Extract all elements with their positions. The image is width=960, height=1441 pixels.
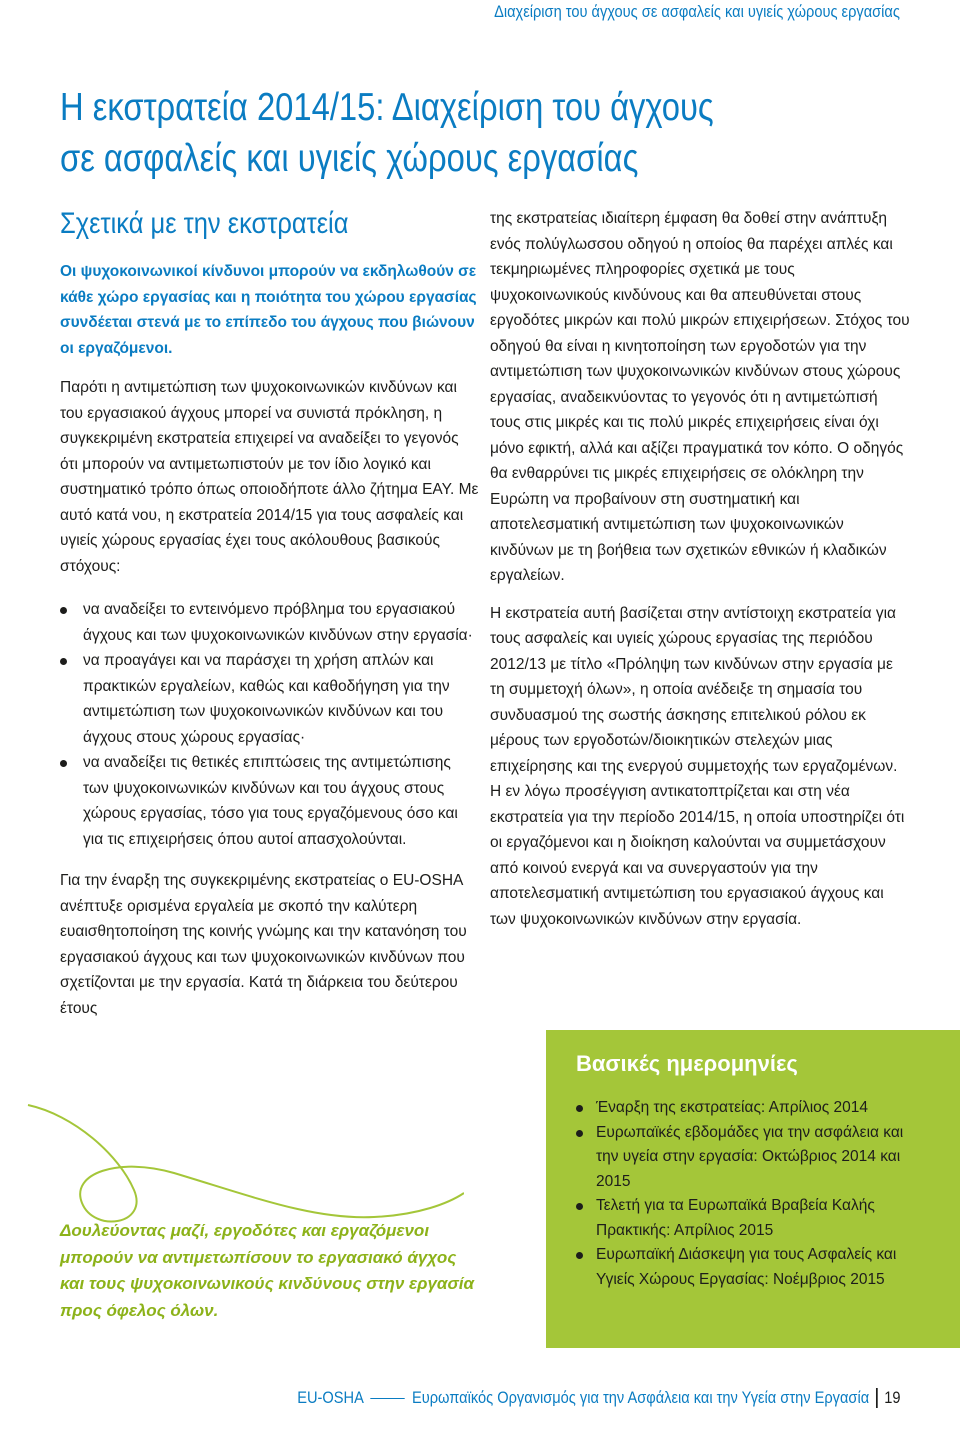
section-heading: Σχετικά με την εκστρατεία xyxy=(60,207,349,240)
goal-item xyxy=(60,750,480,852)
bullet-icon xyxy=(60,658,67,665)
page-number: 19 xyxy=(883,1388,900,1407)
goal-text: να αναδείξει το εντεινόμενο πρόβλημα του εργασιακού άγχους και των ψυχοκοινωνικών κινδύνων στην εργασία· xyxy=(83,601,473,644)
goal-item xyxy=(60,648,480,750)
body-paragraph-1: Παρότι η αντιμετώπιση των ψυχοκοινωνικών κινδύνων και του εργασιακού άγχους μπορεί να συνιστά πρόκληση, η συγκεκριμένη εκστρατεία επιχειρεί να αναδείξει το γεγονός ότι μπορούν να αντιμετωπιστούν με τον ίδιο λογικό και συστηματικό τρόπο όπως οποιοδήποτε άλλο ζήτημα ΕΑΥ. Με αυτό κατά νου, η εκστρατεία 2014/15 για τους ασφαλείς και υγιείς χώρους εργασίας έχει τους ακόλουθους βασικούς στόχους: xyxy=(60,379,479,575)
key-date-item xyxy=(576,1121,930,1195)
goal-text: να αναδείξει τις θετικές επιπτώσεις της αντιμετώπισης των ψυχοκοινωνικών κινδύνων και του άγχους στους χώρους εργασίας, τόσο για τους εργαζόμενους όσο και για τις επιχειρήσεις όπου αυτοί απασχολούνται. xyxy=(83,754,458,848)
page-footer xyxy=(297,1388,900,1408)
body-paragraph-2: Για την έναρξη της συγκεκριμένης εκστρατείας ο EU-OSHA ανέπτυξε ορισμένα εργαλεία με σκοπό την καλύτερη ευαισθητοποίηση της κοινής γνώμης και την κατανόηση του εργασιακού άγχους και των ψυχοκοινωνικών κινδύνων που σχετίζονται με την εργασία. Κατά τη διάρκεια του δεύτερου έτους xyxy=(60,872,467,1017)
lead-paragraph: Οι ψυχοκοινωνικοί κίνδυνοι μπορούν να εκδηλωθούν σε κάθε χώρο εργασίας και η ποιότητα του χώρου εργασίας συνδέεται στενά με το επίπεδο του άγχους που βιώνουν οι εργαζόμενοι. xyxy=(60,263,477,357)
running-head: Διαχείριση του άγχους σε ασφαλείς και υγιείς χώρους εργασίας xyxy=(494,2,900,21)
right-paragraph-1: της εκστρατείας ιδιαίτερη έμφαση θα δοθεί στην ανάπτυξη ενός πολύγλωσσου οδηγού η οποίος θα παρέχει απλές και τεκμηριωμένες πληροφορίες σχετικά με τους ψυχοκοινωνικούς κινδύνους και θα απευθύνεται στους εργοδότες μικρών και πολύ μικρών επιχειρήσεων. Στόχος του οδηγού θα είναι η κινητοποίηση των εργοδοτών για την αντιμετώπιση των ψυχοκοινωνικών κινδύνων στους χώρους εργασίας, αναδεικνύοντας το γεγονός ότι η αντιμετώπισή τους στις μικρές και τις πολύ μικρές επιχειρήσεις είναι όχι μόνο εφικτή, αλλά και αξίζει πραγματικά τον κόπο. Ο οδηγός θα ενθαρρύνει τις μικρές επιχειρήσεις σε ολόκληρη την Ευρώπη να προβαίνουν στη συστηματική και αποτελεσματική αντιμετώπιση των ψυχοκοινωνικών κινδύνων με τη βοήθεια των σχετικών εθνικών ή κλαδικών εργαλείων. xyxy=(490,210,910,584)
goal-text: να προαγάγει και να παράσχει τη χρήση απλών και πρακτικών εργαλείων, καθώς και καθοδήγηση για την αντιμετώπιση των ψυχοκοινωνικών κινδύνων και του άγχους στους χώρους εργασίας· xyxy=(83,652,450,746)
key-date-item xyxy=(576,1243,930,1292)
bullet-icon xyxy=(576,1105,583,1112)
footer-divider xyxy=(876,1388,877,1408)
page-title-line-1: Η εκστρατεία 2014/15: Διαχείριση του άγχους xyxy=(60,86,714,129)
bullet-icon xyxy=(576,1203,583,1210)
key-date-text: Ευρωπαϊκή Διάσκεψη για τους Ασφαλείς και Υγιείς Χώρους Εργασίας: Νοέμβριος 2015 xyxy=(596,1246,897,1288)
bullet-icon xyxy=(60,760,67,767)
goal-item xyxy=(60,597,480,648)
left-column xyxy=(60,205,480,1021)
footer-org-full: Ευρωπαϊκός Οργανισμός για την Ασφάλεια και την Υγεία στην Εργασία xyxy=(411,1388,869,1407)
page-title-line-2: σε ασφαλείς και υγιείς χώρους εργασίας xyxy=(60,137,639,180)
footer-rule xyxy=(370,1398,404,1399)
decorative-swirl-icon xyxy=(24,1085,464,1235)
right-paragraph-2: Η εκστρατεία αυτή βασίζεται στην αντίστοιχη εκστρατεία για τους ασφαλείς και υγιείς χώρους εργασίας της περιόδου 2012/13 με τίτλο «Πρόληψη των κινδύνων στην εργασία με τη συμμετοχή όλων», η οποία ανέδειξε τη σημασία του συνδυασμού της σωστής άσκησης επιτελικού ρόλου εκ μέρους των εργοδοτών/διοικητικών στελεχών μιας επιχείρησης και της ενεργού συμμετοχής των εργαζομένων. Η εν λόγω προσέγγιση αντικατοπτρίζεται και στη νέα εκστρατεία για την περίοδο 2014/15, η οποία υποστηρίζει ότι οι εργαζόμενοι και η διοίκηση καλούνται να συμμετάσχουν από κοινού ενεργά και να συνεργαστούν για την αποτελεσματική αντιμετώπιση του εργασιακού άγχους και των ψυχοκοινωνικών κινδύνων στην εργασία. xyxy=(490,604,905,928)
key-date-text: Έναρξη της εκστρατείας: Απρίλιος 2014 xyxy=(596,1099,869,1116)
bullet-icon xyxy=(576,1130,583,1137)
key-dates-heading: Βασικές ημερομηνίες xyxy=(576,1051,798,1076)
key-dates-list xyxy=(576,1096,930,1292)
key-date-text: Ευρωπαϊκές εβδομάδες για την ασφάλεια και την υγεία στην εργασία: Οκτώβριος 2014 και 2015 xyxy=(596,1123,904,1190)
page-title xyxy=(60,82,782,184)
right-column xyxy=(490,206,910,932)
key-date-item xyxy=(576,1194,930,1243)
pull-quote: Δουλεύοντας μαζί, εργοδότες και εργαζόμενοι μπορούν να αντιμετωπίσουν το εργασιακό άγχος και τους ψυχοκοινωνικούς κινδύνους στην εργασία προς όφελος όλων. xyxy=(60,1221,475,1320)
goals-list xyxy=(60,597,480,852)
key-date-text: Τελετή για τα Ευρωπαϊκά Βραβεία Καλής Πρακτικής: Απρίλιος 2015 xyxy=(596,1197,875,1239)
footer-org: EU-OSHA xyxy=(296,1388,364,1407)
bullet-icon xyxy=(576,1252,583,1259)
key-dates-box xyxy=(546,1030,960,1348)
key-date-item xyxy=(576,1096,930,1121)
bullet-icon xyxy=(60,607,67,614)
